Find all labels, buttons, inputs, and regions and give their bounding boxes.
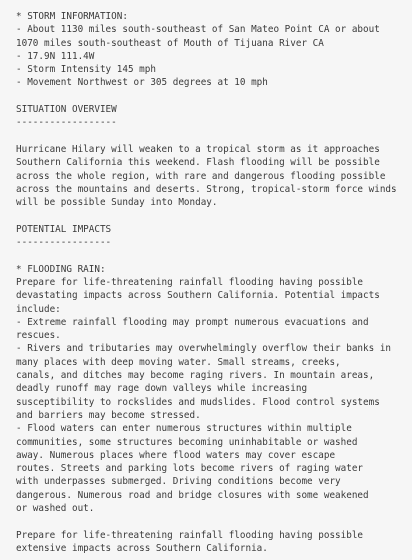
text-line: - 17.9N 111.4W <box>16 50 95 62</box>
text-line: Prepare for life-threatening rainfall flooding having possible <box>16 529 364 541</box>
text-line: ------------------ <box>16 117 117 129</box>
text-line: susceptibility to rockslides and mudslides. Flood control systems <box>16 396 380 408</box>
bulletin-text <box>16 10 402 555</box>
text-line: extensive impacts across Southern California. <box>16 542 268 554</box>
text-line: deadly runoff may rage down valleys while increasing <box>16 383 308 395</box>
text-line: routes. Streets and parking lots become rivers of raging water <box>16 463 364 475</box>
text-line: - Movement Northwest or 305 degrees at 10 mph <box>16 77 268 89</box>
text-line: Hurricane Hilary will weaken to a tropical storm as it approaches <box>16 143 380 155</box>
text-line: dangerous. Numerous road and bridge closures with some weakened <box>16 489 369 501</box>
blank-line <box>16 90 402 103</box>
text-line: communities, some structures becoming uninhabitable or washed <box>16 436 358 448</box>
text-line: Prepare for life-threatening rainfall flooding having possible <box>16 276 364 288</box>
text-line: ----------------- <box>16 237 112 249</box>
text-line: POTENTIAL IMPACTS <box>16 223 112 235</box>
text-line: include: <box>16 303 61 315</box>
text-line: across the mountains and deserts. Strong, tropical-storm force winds <box>16 183 397 195</box>
text-line: 1070 miles south-southeast of Mouth of Tijuana River CA <box>16 37 324 49</box>
text-line: - About 1130 miles south-southeast of San Mateo Point CA or about <box>16 24 380 36</box>
text-line: Southern California this weekend. Flash flooding will be possible <box>16 157 380 169</box>
text-line: away. Numerous places where flood waters may cover escape <box>16 449 336 461</box>
text-line: across the whole region, with rare and dangerous flooding possible <box>16 170 386 182</box>
text-line: devastating impacts across Southern California. Potential impacts <box>16 290 380 302</box>
blank-line <box>16 130 402 143</box>
blank-line <box>16 515 402 528</box>
blank-line <box>16 209 402 222</box>
text-line: will be possible Sunday into Monday. <box>16 197 218 209</box>
blank-line <box>16 249 402 262</box>
text-line: with underpasses submerged. Driving conditions become very <box>16 476 341 488</box>
text-line: - Rivers and tributaries may overwhelmingly overflow their banks in <box>16 343 392 355</box>
text-line: rescues. <box>16 330 61 342</box>
text-line: canals, and ditches may become raging rivers. In mountain areas, <box>16 370 375 382</box>
text-line: - Storm Intensity 145 mph <box>16 64 156 76</box>
text-line: * STORM INFORMATION: <box>16 11 128 22</box>
text-line: * FLOODING RAIN: <box>16 263 106 275</box>
text-line: many places with deep moving water. Small streams, creeks, <box>16 356 341 368</box>
text-line: and barriers may become stressed. <box>16 409 201 421</box>
text-line: SITUATION OVERVIEW <box>16 104 117 116</box>
text-line: - Extreme rainfall flooding may prompt numerous evacuations and <box>16 316 369 328</box>
text-line: or washed out. <box>16 502 95 514</box>
text-line: - Flood waters can enter numerous structures within multiple <box>16 423 352 435</box>
